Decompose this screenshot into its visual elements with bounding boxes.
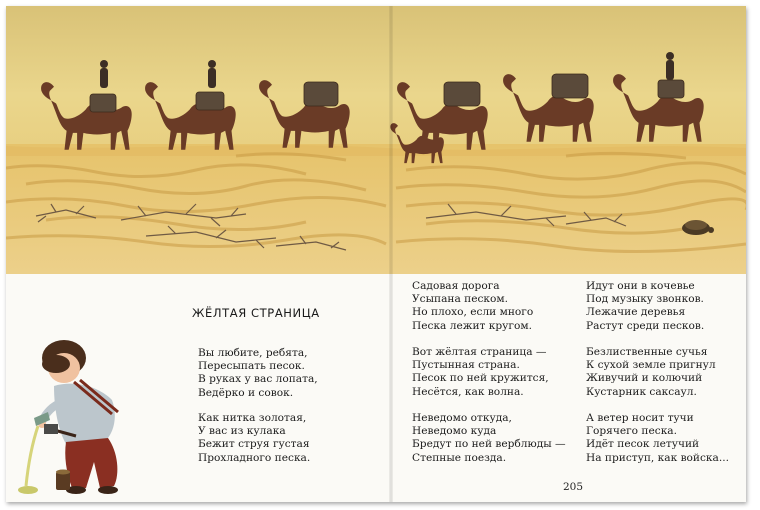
poem-line: Идёт песок летучий — [586, 438, 700, 451]
poem-line: Лежачие деревья — [586, 306, 686, 319]
poem-line: Вы любите, ребята, — [198, 347, 308, 359]
desert-caravan-illustration — [6, 6, 746, 274]
poem-line: Пустынная страна. — [412, 359, 520, 372]
poem-line: Живучий и колючий — [586, 372, 703, 385]
poem-line: У вас из кулака — [198, 425, 286, 438]
poem-line: Горячего песка. — [586, 425, 677, 438]
stanza — [198, 347, 318, 400]
poem-line: В руках у вас лопата, — [198, 373, 318, 386]
poem-line: Неведомо откуда, — [412, 412, 512, 424]
poem-line: Неведомо куда — [412, 425, 497, 438]
poem-title: ЖЁЛТАЯ СТРАНИЦА — [192, 306, 320, 320]
book-gutter — [389, 6, 393, 502]
stanza — [586, 412, 729, 465]
book-spread — [6, 6, 746, 502]
stanza — [412, 280, 533, 333]
poem-line: Усыпана песком. — [412, 293, 509, 306]
poem-line: Бежит струя густая — [198, 438, 310, 451]
boy-with-sand-illustration — [14, 334, 164, 496]
poem-line: Садовая дорога — [412, 280, 500, 292]
poem-line: К сухой земле пригнул — [586, 359, 716, 372]
poem-line: Вот жёлтая страница — — [412, 346, 547, 358]
poem-line: Бредут по ней верблюды — — [412, 438, 566, 451]
poem-line: Под музыку звонков. — [586, 293, 704, 306]
poem-line: Песок по ней кружится, — [412, 372, 549, 385]
stanza — [412, 346, 549, 399]
poem-line: Пересыпать песок. — [198, 360, 305, 373]
poem-line: Но плохо, если много — [412, 306, 534, 319]
stanza — [412, 412, 566, 465]
poem-line: А ветер носит тучи — [586, 412, 694, 424]
poem-line: Идут они в кочевье — [586, 280, 695, 292]
stanza — [586, 346, 716, 399]
poem-line: Несётся, как волна. — [412, 385, 524, 398]
poem-line: Как нитка золотая, — [198, 412, 307, 424]
poem-line: Песка лежит кругом. — [412, 319, 532, 332]
poem-line: На приступ, как войска... — [586, 451, 729, 464]
stanza — [198, 412, 310, 465]
page-number: 205 — [563, 481, 584, 493]
poem-line: Прохладного песка. — [198, 451, 311, 464]
poem-line: Безлиственные сучья — [586, 346, 708, 358]
poem-line: Степные поезда. — [412, 451, 507, 464]
stanza — [586, 280, 704, 333]
poem-line: Ведёрко и совок. — [198, 386, 294, 399]
poem-line: Кустарник саксаул. — [586, 385, 697, 398]
poem-line: Растут среди песков. — [586, 319, 705, 332]
